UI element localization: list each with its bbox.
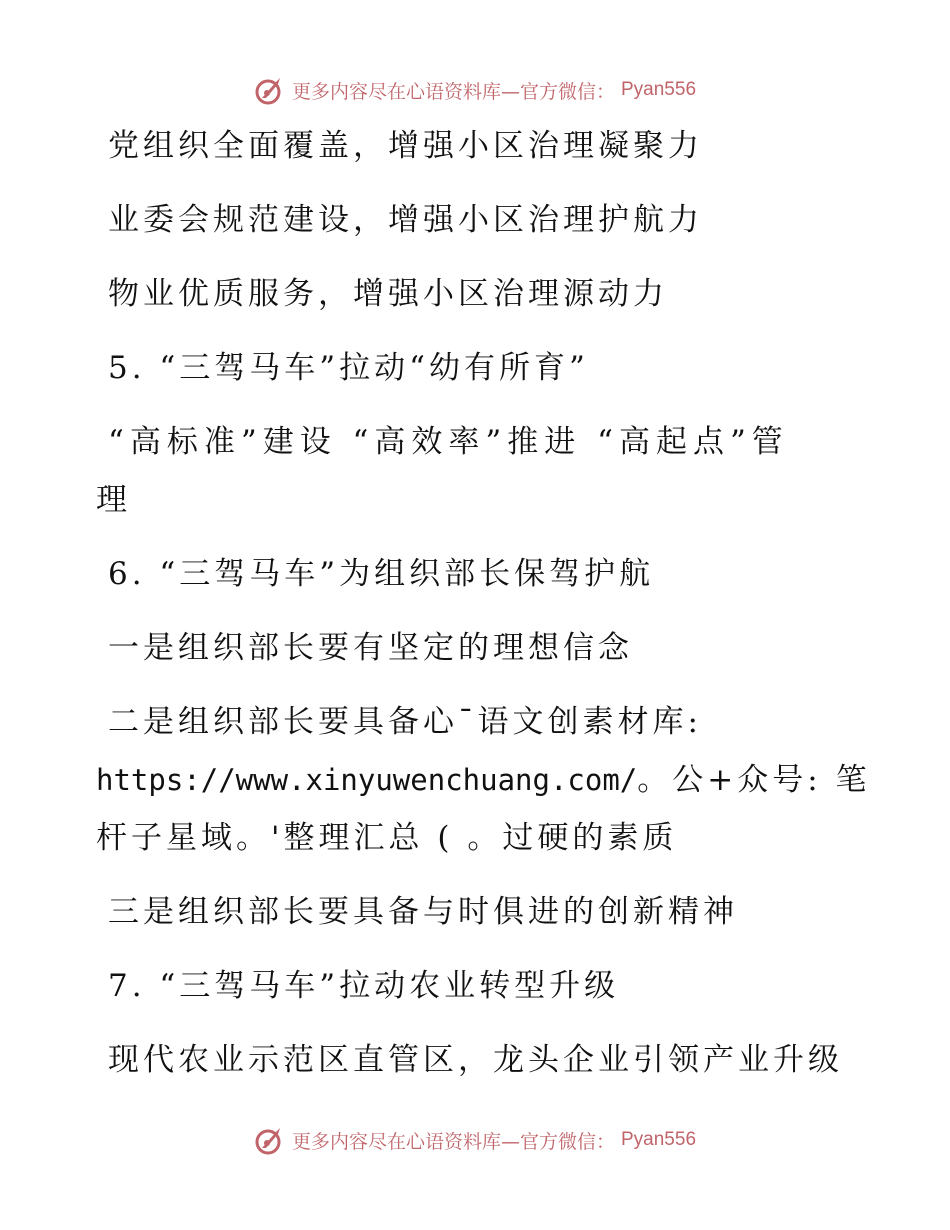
watermark-wechat-id: Pyan556 [621, 79, 697, 100]
text-line: 三是组织部长要具备与时俱进的创新精神 [108, 894, 738, 930]
source-link[interactable]: https://www.xinyuwenchuang.com/ [96, 763, 638, 797]
header-watermark [0, 70, 950, 110]
text-line: 理 [96, 482, 131, 518]
url-line [96, 760, 871, 800]
text-fragment: 。公+众号: 笔 [637, 762, 871, 798]
text-line: 物业优质服务，增强小区治理源动力 [108, 276, 668, 312]
footer-watermark [0, 1120, 950, 1160]
watermark-wechat-id: Pyan556 [621, 1129, 697, 1150]
text-line: 党组织全面覆盖，增强小区治理凝聚力 [108, 128, 703, 164]
heading-line: 7. “三驾马车”拉动农业转型升级 [108, 968, 620, 1004]
brush-logo-icon [254, 1124, 286, 1156]
brush-logo-icon [254, 74, 286, 106]
text-line: “高标准”建设 “高效率”推进 “高起点”管 [108, 424, 789, 460]
heading-line: 6. “三驾马车”为组织部长保驾护航 [108, 556, 655, 592]
text-line: 二是组织部长要具备心¯语文创素材库: [108, 704, 702, 740]
watermark-text: 更多内容尽在心语资料库—官方微信： [291, 80, 615, 103]
text-line: 现代农业示范区直管区，龙头企业引领产业升级 [108, 1042, 843, 1078]
text-line: 业委会规范建设，增强小区治理护航力 [108, 202, 703, 238]
heading-line: 5. “三驾马车”拉动“幼有所育” [108, 350, 589, 386]
watermark-text: 更多内容尽在心语资料库—官方微信： [291, 1130, 615, 1153]
text-line: 一是组织部长要有坚定的理想信念 [108, 630, 633, 666]
text-line: 杆子星域。'整理汇总 ( 。过硬的素质 [96, 820, 678, 856]
